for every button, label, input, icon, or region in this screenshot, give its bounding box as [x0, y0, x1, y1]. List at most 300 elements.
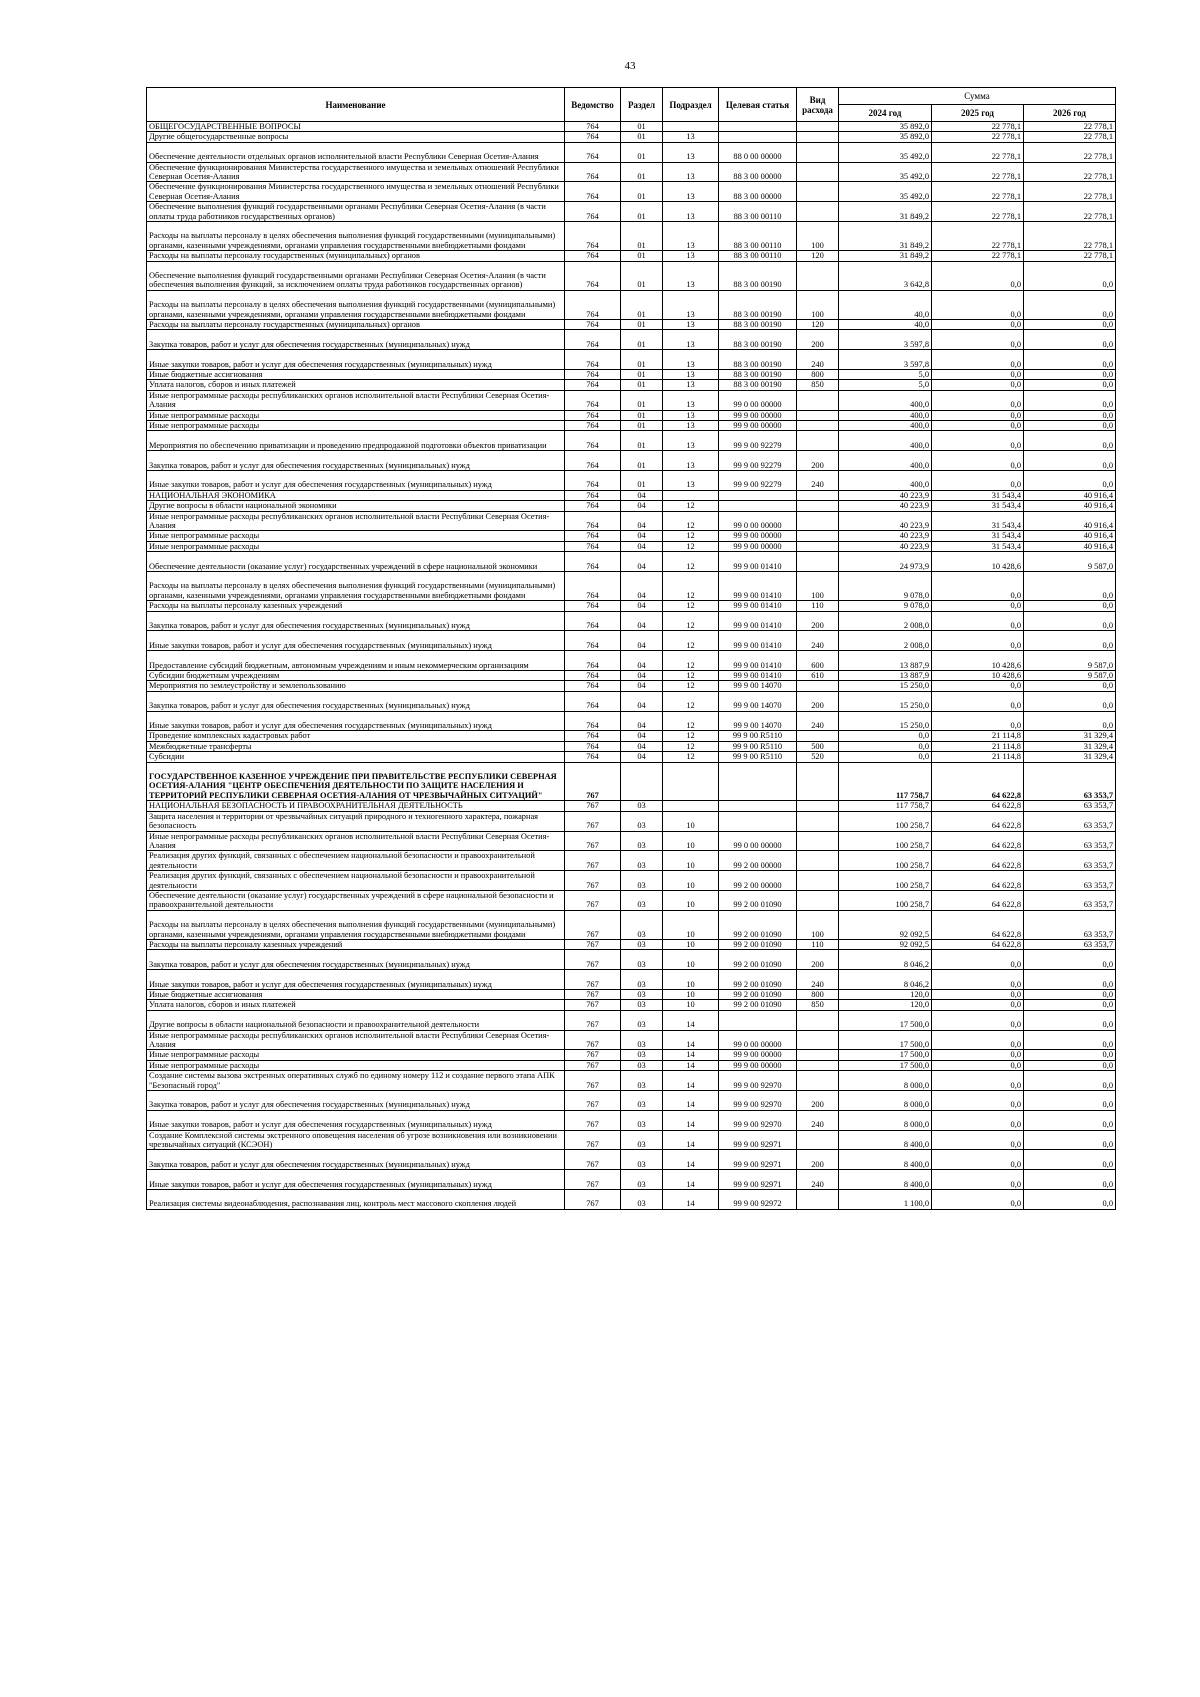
row-sum-2024: 0,0: [839, 741, 932, 751]
row-subsection: 14: [663, 1010, 719, 1030]
row-type: 850: [797, 1000, 839, 1010]
row-sum-2025: 64 622,8: [932, 939, 1024, 949]
row-type: 200: [797, 1150, 839, 1170]
row-name: Иные непрограммные расходы: [147, 531, 565, 541]
table-row: [147, 950, 1116, 970]
row-sum-2025: 0,0: [932, 1090, 1024, 1110]
row-sum-2026: 0,0: [1024, 711, 1116, 731]
row-subsection: 13: [663, 162, 719, 182]
row-sum-2025: 22 778,1: [932, 251, 1024, 261]
row-sum-2026: 0,0: [1024, 1090, 1116, 1110]
row-target: 88 3 00 00190: [719, 330, 797, 350]
row-sum-2025: 0,0: [932, 431, 1024, 451]
row-type: 110: [797, 601, 839, 611]
row-sum-2024: 8 046,2: [839, 970, 932, 990]
row-sum-2024: 0,0: [839, 731, 932, 741]
table-row: [147, 910, 1116, 939]
row-subsection: 12: [663, 631, 719, 651]
row-name: Проведение комплексных кадастровых работ: [147, 731, 565, 741]
row-subsection: 10: [663, 1000, 719, 1010]
row-sum-2024: 100 258,7: [839, 811, 932, 831]
row-sum-2026: 0,0: [1024, 1189, 1116, 1209]
row-target: 99 9 00 92970: [719, 1110, 797, 1130]
row-sum-2026: 63 353,7: [1024, 939, 1116, 949]
row-dept: 764: [565, 142, 621, 162]
row-sum-2024: 400,0: [839, 421, 932, 431]
row-subsection: 13: [663, 421, 719, 431]
row-section: 04: [621, 631, 663, 651]
row-target: 99 9 00 01410: [719, 552, 797, 572]
row-target: 88 3 00 00110: [719, 251, 797, 261]
row-section: 03: [621, 890, 663, 910]
row-name: Другие вопросы в области национальной безопасности и правоохранительной деятельности: [147, 1010, 565, 1030]
table-row: [147, 471, 1116, 491]
row-type: [797, 390, 839, 410]
row-subsection: 12: [663, 601, 719, 611]
row-sum-2024: 3 597,8: [839, 330, 932, 350]
header-2025: 2025 год: [932, 105, 1024, 122]
row-type: 100: [797, 910, 839, 939]
row-section: 04: [621, 691, 663, 711]
row-sum-2025: 22 778,1: [932, 202, 1024, 222]
row-type: 120: [797, 251, 839, 261]
row-sum-2026: 0,0: [1024, 421, 1116, 431]
row-section: 04: [621, 501, 663, 511]
row-subsection: [663, 490, 719, 500]
row-target: 99 9 00 00000: [719, 1060, 797, 1070]
table-row: [147, 162, 1116, 182]
row-sum-2026: 31 329,4: [1024, 741, 1116, 751]
row-type: 850: [797, 380, 839, 390]
row-sum-2024: 40,0: [839, 290, 932, 319]
row-target: 99 9 00 14070: [719, 711, 797, 731]
row-type: [797, 831, 839, 851]
row-sum-2024: 17 500,0: [839, 1010, 932, 1030]
row-sum-2024: 35 892,0: [839, 132, 932, 142]
row-sum-2025: 0,0: [932, 1130, 1024, 1150]
row-type: [797, 511, 839, 531]
row-name: Закупка товаров, работ и услуг для обеспечения государственных (муниципальных) нужд: [147, 950, 565, 970]
row-section: 01: [621, 390, 663, 410]
row-sum-2026: 0,0: [1024, 631, 1116, 651]
row-sum-2025: 0,0: [932, 1000, 1024, 1010]
row-sum-2024: 400,0: [839, 410, 932, 420]
row-name: Иные закупки товаров, работ и услуг для обеспечения государственных (муниципальных) нужд: [147, 970, 565, 990]
row-sum-2026: 63 353,7: [1024, 890, 1116, 910]
row-sum-2025: 0,0: [932, 1170, 1024, 1190]
row-type: 610: [797, 671, 839, 681]
row-section: 03: [621, 989, 663, 999]
row-dept: 767: [565, 1010, 621, 1030]
table-row: [147, 1010, 1116, 1030]
row-section: 01: [621, 142, 663, 162]
row-section: 03: [621, 1110, 663, 1130]
row-subsection: 13: [663, 222, 719, 251]
row-name: Иные закупки товаров, работ и услуг для обеспечения государственных (муниципальных) нужд: [147, 711, 565, 731]
row-section: 01: [621, 261, 663, 290]
row-target: 99 0 00 00000: [719, 1030, 797, 1050]
row-name: Закупка товаров, работ и услуг для обеспечения государственных (муниципальных) нужд: [147, 691, 565, 711]
row-subsection: 10: [663, 890, 719, 910]
row-subsection: 13: [663, 320, 719, 330]
table-row: [147, 182, 1116, 202]
row-type: [797, 531, 839, 541]
row-section: 01: [621, 290, 663, 319]
row-subsection: 13: [663, 370, 719, 380]
table-row: [147, 531, 1116, 541]
table-row: [147, 261, 1116, 290]
row-sum-2025: 0,0: [932, 1110, 1024, 1130]
row-sum-2026: 0,0: [1024, 611, 1116, 631]
row-sum-2026: 63 353,7: [1024, 910, 1116, 939]
row-subsection: 14: [663, 1170, 719, 1190]
row-section: 01: [621, 320, 663, 330]
table-row: [147, 421, 1116, 431]
row-sum-2024: 9 078,0: [839, 572, 932, 601]
table-row: [147, 601, 1116, 611]
row-sum-2025: 0,0: [932, 451, 1024, 471]
row-type: [797, 1050, 839, 1060]
row-sum-2024: 8 000,0: [839, 1110, 932, 1130]
row-section: 03: [621, 1130, 663, 1150]
row-dept: 764: [565, 421, 621, 431]
row-sum-2025: 0,0: [932, 970, 1024, 990]
row-subsection: 10: [663, 871, 719, 891]
row-type: [797, 182, 839, 202]
row-name: Реализация системы видеонаблюдения, распознавания лиц, контроль мест массового скопления людей: [147, 1189, 565, 1209]
row-dept: 764: [565, 162, 621, 182]
table-row: [147, 762, 1116, 801]
row-name: Иные бюджетные ассигнования: [147, 989, 565, 999]
row-name: Расходы на выплаты персоналу в целях обеспечения выполнения функций государственными (муниципальными) органами, казенными учреждениями, органами управления государственными внебюджетными фондами: [147, 910, 565, 939]
row-type: [797, 801, 839, 811]
row-sum-2025: 0,0: [932, 681, 1024, 691]
row-sum-2024: 3 642,8: [839, 261, 932, 290]
row-dept: 764: [565, 330, 621, 350]
row-sum-2024: 117 758,7: [839, 762, 932, 801]
row-dept: 764: [565, 681, 621, 691]
row-sum-2024: 92 092,5: [839, 939, 932, 949]
row-type: 240: [797, 631, 839, 651]
row-sum-2026: 0,0: [1024, 370, 1116, 380]
row-subsection: 12: [663, 511, 719, 531]
row-target: 99 2 00 01090: [719, 910, 797, 939]
row-name: Обеспечение функционирования Министерства государственного имущества и земельных отношений Республики Северная Осетия-Алания: [147, 182, 565, 202]
row-subsection: 13: [663, 142, 719, 162]
row-sum-2024: 0,0: [839, 752, 932, 762]
row-section: 04: [621, 731, 663, 741]
row-dept: 764: [565, 490, 621, 500]
row-section: 04: [621, 671, 663, 681]
row-target: 88 3 00 00190: [719, 261, 797, 290]
row-name: Иные непрограммные расходы: [147, 1060, 565, 1070]
row-section: 03: [621, 1090, 663, 1110]
row-sum-2025: 0,0: [932, 1030, 1024, 1050]
row-subsection: 13: [663, 451, 719, 471]
row-name: Реализация других функций, связанных с обеспечением национальной безопасности и правоохранительной деятельности: [147, 871, 565, 891]
row-sum-2026: 22 778,1: [1024, 202, 1116, 222]
row-sum-2024: 400,0: [839, 451, 932, 471]
row-name: Расходы на выплаты персоналу в целях обеспечения выполнения функций государственными (муниципальными) органами, казенными учреждениями, органами управления государственными внебюджетными фондами: [147, 290, 565, 319]
row-name: Иные непрограммные расходы республиканских органов исполнительной власти Республики Северная Осетия-Алания: [147, 511, 565, 531]
row-target: 99 9 00 R5110: [719, 741, 797, 751]
row-subsection: 12: [663, 541, 719, 551]
row-sum-2025: 22 778,1: [932, 122, 1024, 132]
row-name: Другие вопросы в области национальной экономики: [147, 501, 565, 511]
row-name: Обеспечение деятельности (оказание услуг) государственных учреждений в сфере национальной безопасности и правоохранительной деятельности: [147, 890, 565, 910]
row-sum-2026: 22 778,1: [1024, 222, 1116, 251]
row-sum-2024: 35 492,0: [839, 162, 932, 182]
row-sum-2026: 0,0: [1024, 1150, 1116, 1170]
row-section: [621, 762, 663, 801]
row-type: [797, 1130, 839, 1150]
row-subsection: 10: [663, 970, 719, 990]
row-section: 01: [621, 122, 663, 132]
row-sum-2024: 3 597,8: [839, 350, 932, 370]
row-target: 99 2 00 01090: [719, 970, 797, 990]
table-row: [147, 1170, 1116, 1190]
row-dept: 767: [565, 1060, 621, 1070]
row-target: 99 9 00 R5110: [719, 752, 797, 762]
row-subsection: 13: [663, 431, 719, 451]
row-name: Закупка товаров, работ и услуг для обеспечения государственных (муниципальных) нужд: [147, 1090, 565, 1110]
row-section: 01: [621, 251, 663, 261]
row-subsection: 12: [663, 681, 719, 691]
row-target: 99 2 00 01090: [719, 1000, 797, 1010]
row-dept: 767: [565, 1110, 621, 1130]
row-sum-2025: 21 114,8: [932, 731, 1024, 741]
table-row: [147, 490, 1116, 500]
row-dept: 767: [565, 1189, 621, 1209]
row-dept: 767: [565, 989, 621, 999]
row-section: 01: [621, 451, 663, 471]
header-type: Вид расхода: [797, 88, 839, 122]
row-section: 03: [621, 1170, 663, 1190]
row-dept: 764: [565, 431, 621, 451]
row-type: [797, 490, 839, 500]
table-row: [147, 541, 1116, 551]
row-subsection: 13: [663, 132, 719, 142]
table-row: [147, 370, 1116, 380]
row-sum-2024: 100 258,7: [839, 831, 932, 851]
row-subsection: 12: [663, 572, 719, 601]
row-sum-2024: 400,0: [839, 431, 932, 451]
table-row: [147, 142, 1116, 162]
row-sum-2024: 9 078,0: [839, 601, 932, 611]
table-row: [147, 202, 1116, 222]
row-type: [797, 890, 839, 910]
row-dept: 767: [565, 1170, 621, 1190]
row-type: [797, 421, 839, 431]
row-type: 200: [797, 451, 839, 471]
row-sum-2024: 15 250,0: [839, 691, 932, 711]
row-name: Предоставление субсидий бюджетным, автономным учреждениям и иным некоммерческим организациям: [147, 651, 565, 671]
row-target: [719, 1010, 797, 1030]
row-section: 04: [621, 711, 663, 731]
row-target: 99 9 00 00000: [719, 541, 797, 551]
row-target: 99 9 00 01410: [719, 671, 797, 681]
row-name: Закупка товаров, работ и услуг для обеспечения государственных (муниципальных) нужд: [147, 451, 565, 471]
row-section: 04: [621, 572, 663, 601]
row-name: Расходы на выплаты персоналу казенных учреждений: [147, 601, 565, 611]
row-dept: 764: [565, 122, 621, 132]
row-name: Иные закупки товаров, работ и услуг для обеспечения государственных (муниципальных) нужд: [147, 471, 565, 491]
row-sum-2024: 40 223,9: [839, 531, 932, 541]
table-row: [147, 1150, 1116, 1170]
row-sum-2025: 0,0: [932, 631, 1024, 651]
row-sum-2026: 0,0: [1024, 989, 1116, 999]
row-target: 99 9 00 14070: [719, 691, 797, 711]
table-row: [147, 691, 1116, 711]
row-target: 88 3 00 00190: [719, 290, 797, 319]
row-section: 04: [621, 752, 663, 762]
row-type: [797, 501, 839, 511]
table-row: [147, 431, 1116, 451]
row-sum-2025: 0,0: [932, 601, 1024, 611]
row-type: [797, 142, 839, 162]
row-sum-2026: 0,0: [1024, 1071, 1116, 1091]
row-sum-2026: 0,0: [1024, 1000, 1116, 1010]
row-name: Иные бюджетные ассигнования: [147, 370, 565, 380]
table-row: [147, 350, 1116, 370]
row-section: 03: [621, 811, 663, 831]
row-target: 99 9 00 92971: [719, 1150, 797, 1170]
row-sum-2025: 0,0: [932, 1150, 1024, 1170]
header-sum: Сумма: [839, 88, 1116, 105]
row-subsection: 14: [663, 1150, 719, 1170]
row-section: 03: [621, 831, 663, 851]
row-sum-2025: 31 543,4: [932, 511, 1024, 531]
row-section: 01: [621, 350, 663, 370]
row-dept: 764: [565, 501, 621, 511]
row-sum-2025: 0,0: [932, 691, 1024, 711]
row-subsection: 14: [663, 1050, 719, 1060]
row-name: Обеспечение выполнения функций государственными органами Республики Северная Осетия-Алания (в части оплаты труда работников государственных органов): [147, 202, 565, 222]
table-row: [147, 451, 1116, 471]
row-subsection: 13: [663, 261, 719, 290]
row-sum-2025: 22 778,1: [932, 182, 1024, 202]
row-dept: 764: [565, 251, 621, 261]
row-type: 200: [797, 950, 839, 970]
header-dept: Ведомство: [565, 88, 621, 122]
row-dept: 764: [565, 572, 621, 601]
row-name: Расходы на выплаты персоналу государственных (муниципальных) органов: [147, 320, 565, 330]
row-sum-2025: 0,0: [932, 410, 1024, 420]
row-subsection: 12: [663, 671, 719, 681]
row-sum-2024: 117 758,7: [839, 801, 932, 811]
table-row: [147, 801, 1116, 811]
row-section: 03: [621, 1000, 663, 1010]
row-type: 100: [797, 222, 839, 251]
row-target: 88 3 00 00190: [719, 380, 797, 390]
row-sum-2025: 0,0: [932, 370, 1024, 380]
row-sum-2026: 0,0: [1024, 410, 1116, 420]
row-sum-2025: 0,0: [932, 1010, 1024, 1030]
row-sum-2024: 120,0: [839, 989, 932, 999]
row-subsection: 13: [663, 380, 719, 390]
row-target: 99 9 00 92279: [719, 431, 797, 451]
row-sum-2025: 31 543,4: [932, 541, 1024, 551]
row-section: 04: [621, 611, 663, 631]
row-target: 99 9 00 00000: [719, 421, 797, 431]
row-target: [719, 501, 797, 511]
row-sum-2025: 0,0: [932, 330, 1024, 350]
row-type: 240: [797, 711, 839, 731]
row-sum-2024: 5,0: [839, 370, 932, 380]
row-sum-2026: 0,0: [1024, 261, 1116, 290]
row-sum-2026: 0,0: [1024, 970, 1116, 990]
row-type: [797, 162, 839, 182]
row-subsection: 10: [663, 950, 719, 970]
row-section: 03: [621, 939, 663, 949]
table-row: [147, 511, 1116, 531]
row-sum-2024: 15 250,0: [839, 711, 932, 731]
row-subsection: 14: [663, 1090, 719, 1110]
row-target: 88 3 00 00000: [719, 162, 797, 182]
row-section: 03: [621, 910, 663, 939]
row-subsection: 12: [663, 552, 719, 572]
table-row: [147, 671, 1116, 681]
row-name: Иные непрограммные расходы республиканских органов исполнительной власти Республики Северная Осетия-Алания: [147, 831, 565, 851]
row-section: 01: [621, 370, 663, 380]
row-sum-2024: 17 500,0: [839, 1060, 932, 1070]
row-sum-2025: 0,0: [932, 380, 1024, 390]
row-section: 04: [621, 490, 663, 500]
row-type: [797, 871, 839, 891]
row-subsection: [663, 762, 719, 801]
table-row: [147, 1060, 1116, 1070]
row-type: [797, 1030, 839, 1050]
row-sum-2025: 64 622,8: [932, 890, 1024, 910]
row-dept: 767: [565, 801, 621, 811]
row-sum-2024: 100 258,7: [839, 890, 932, 910]
row-target: 99 2 00 01090: [719, 989, 797, 999]
row-sum-2026: 0,0: [1024, 290, 1116, 319]
row-sum-2025: 64 622,8: [932, 811, 1024, 831]
row-section: 04: [621, 541, 663, 551]
row-target: 88 0 00 00000: [719, 142, 797, 162]
row-section: 03: [621, 801, 663, 811]
row-sum-2026: 63 353,7: [1024, 851, 1116, 871]
row-sum-2026: 40 916,4: [1024, 490, 1116, 500]
header-section: Раздел: [621, 88, 663, 122]
row-type: 200: [797, 691, 839, 711]
row-sum-2025: 0,0: [932, 1050, 1024, 1060]
row-dept: 764: [565, 711, 621, 731]
row-dept: 764: [565, 552, 621, 572]
row-sum-2025: 64 622,8: [932, 831, 1024, 851]
row-sum-2026: 9 587,0: [1024, 552, 1116, 572]
table-row: [147, 410, 1116, 420]
row-sum-2024: 8 400,0: [839, 1130, 932, 1150]
row-sum-2024: 35 492,0: [839, 182, 932, 202]
row-sum-2026: 0,0: [1024, 1110, 1116, 1130]
row-sum-2025: 0,0: [932, 989, 1024, 999]
row-type: 200: [797, 330, 839, 350]
row-sum-2024: 35 492,0: [839, 142, 932, 162]
row-sum-2025: 10 428,6: [932, 651, 1024, 671]
row-name: Уплата налогов, сборов и иных платежей: [147, 380, 565, 390]
row-dept: 764: [565, 631, 621, 651]
row-dept: 767: [565, 871, 621, 891]
row-name: Иные закупки товаров, работ и услуг для обеспечения государственных (муниципальных) нужд: [147, 1110, 565, 1130]
row-sum-2026: 63 353,7: [1024, 762, 1116, 801]
table-row: [147, 851, 1116, 871]
row-name: Обеспечение функционирования Министерства государственного имущества и земельных отношений Республики Северная Осетия-Алания: [147, 162, 565, 182]
row-section: 03: [621, 1189, 663, 1209]
row-sum-2024: 92 092,5: [839, 910, 932, 939]
row-sum-2025: 10 428,6: [932, 552, 1024, 572]
